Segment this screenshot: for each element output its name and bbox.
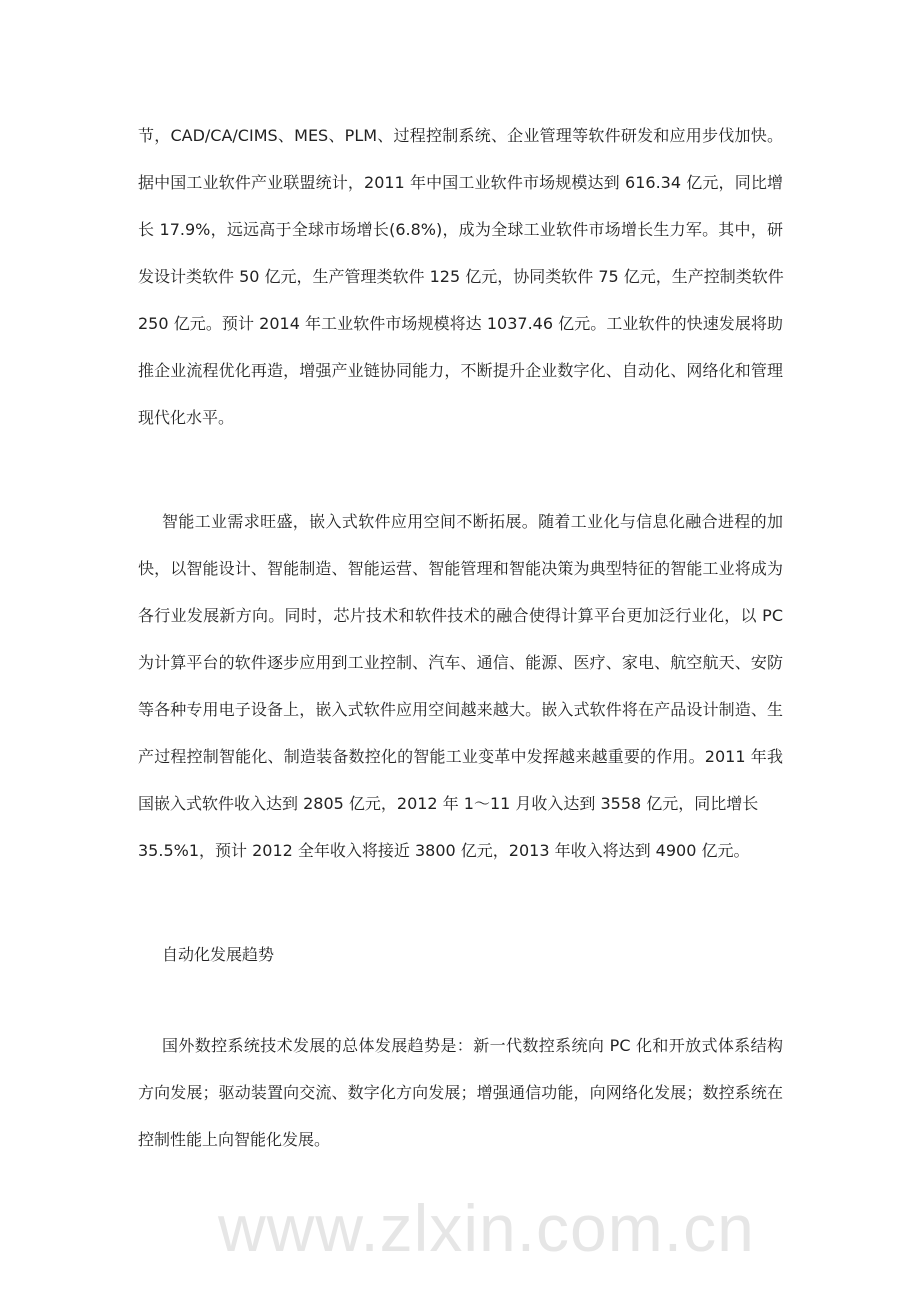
text-line: 控制性能上向智能化发展。	[138, 1130, 331, 1149]
text-line: 智能工业需求旺盛，嵌入式软件应用空间不断拓展。随着工业化与信息化融合进程的加	[162, 512, 783, 531]
text-line: 国嵌入式软件收入达到 2805 亿元，2012 年 1～11 月收入达到 3558 亿元，同比增长	[138, 794, 759, 813]
text-line: 推企业流程优化再造，增强产业链协同能力，不断提升企业数字化、自动化、网络化和管理	[138, 361, 783, 380]
text-line: 各行业发展新方向。同时，芯片技术和软件技术的融合使得计算平台更加泛行业化，以 PC	[138, 606, 783, 625]
section-heading: 自动化发展趋势	[162, 945, 275, 964]
text-line: 快，以智能设计、智能制造、智能运营、智能管理和智能决策为典型特征的智能工业将成为	[138, 559, 783, 578]
text-line: 为计算平台的软件逐步应用到工业控制、汽车、通信、能源、医疗、家电、航空航天、安防	[138, 653, 783, 672]
text-line: 国外数控系统技术发展的总体发展趋势是：新一代数控系统向 PC 化和开放式体系结构	[162, 1036, 783, 1055]
text-line: 据中国工业软件产业联盟统计，2011 年中国工业软件市场规模达到 616.34 亿元，同比增	[138, 173, 783, 192]
text-line: 现代化水平。	[138, 408, 235, 427]
text-line: 等各种专用电子设备上，嵌入式软件应用空间越来越大。嵌入式软件将在产品设计制造、生	[138, 700, 783, 719]
text-line: 250 亿元。预计 2014 年工业软件市场规模将达 1037.46 亿元。工业软件的快速发展将助	[138, 314, 783, 333]
text-line: 长 17.9%，远远高于全球市场增长(6.8%)，成为全球工业软件市场增长生力军。其中，研	[138, 220, 783, 239]
watermark: www.zlxin.com.cn	[218, 1191, 755, 1265]
text-line: 产过程控制智能化、制造装备数控化的智能工业变革中发挥越来越重要的作用。2011 年我	[138, 747, 783, 766]
text-line: 节，CAD/CA/CIMS、MES、PLM、过程控制系统、企业管理等软件研发和应用步伐加快。	[138, 126, 783, 145]
text-line: 发设计类软件 50 亿元，生产管理类软件 125 亿元，协同类软件 75 亿元，生产控制类软件	[138, 267, 784, 286]
text-line: 方向发展；驱动装置向交流、数字化方向发展；增强通信功能，向网络化发展；数控系统在	[138, 1083, 783, 1102]
text-line: 35.5%1，预计 2012 全年收入将接近 3800 亿元，2013 年收入将达到 4900 亿元。	[138, 841, 750, 860]
